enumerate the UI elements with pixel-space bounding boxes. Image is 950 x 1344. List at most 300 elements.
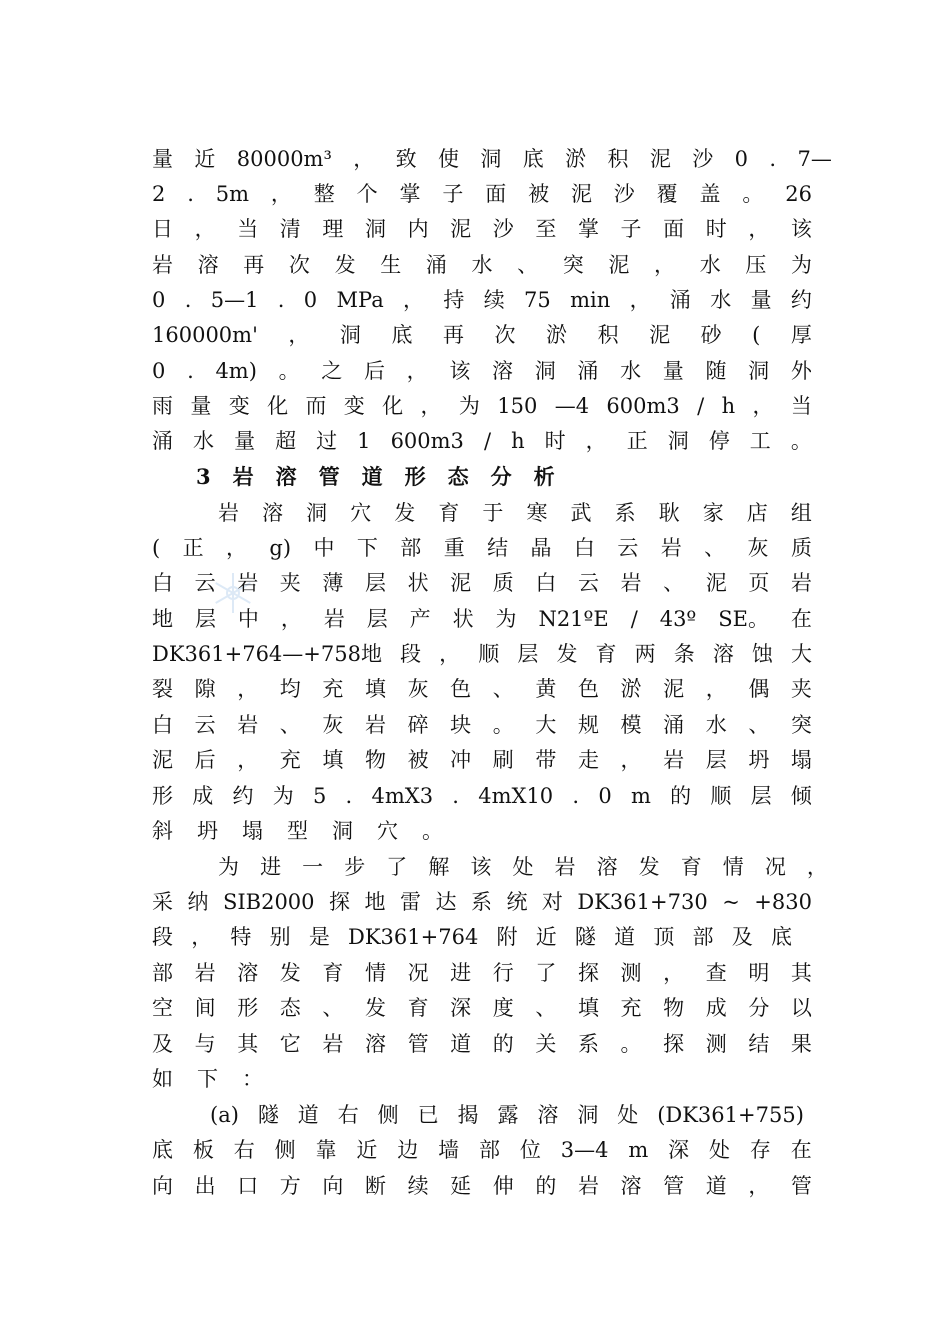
text-token: 右 — [233, 1138, 255, 1162]
text-token: 条 — [673, 642, 695, 666]
text-token: 4m) — [215, 359, 257, 383]
text-token: (DK361+755) — [657, 1103, 804, 1127]
text-token: 隙 — [194, 677, 216, 701]
text-line — [210, 1100, 804, 1130]
text-token: 被 — [528, 182, 550, 206]
text-token: 与 — [194, 1032, 216, 1056]
text-token: 空 — [152, 996, 173, 1020]
text-token: 管 — [663, 1174, 685, 1198]
text-token: 家 — [702, 501, 724, 525]
text-token: 涌 — [669, 288, 691, 312]
text-token: 夹 — [790, 677, 812, 701]
text-token: 成 — [192, 784, 214, 808]
text-token: 溶 — [537, 1103, 559, 1127]
text-token: 、 — [322, 996, 344, 1020]
text-token: ， — [406, 359, 428, 383]
text-token: —4 — [554, 394, 590, 418]
text-token: 涌 — [663, 713, 685, 737]
text-token: 刷 — [492, 748, 514, 772]
text-token: 质 — [790, 536, 812, 560]
text-token: 页 — [748, 571, 770, 595]
text-token: 冲 — [450, 748, 472, 772]
text-token: 溶 — [262, 501, 284, 525]
text-token: 填 — [577, 996, 599, 1020]
text-token: 岩 — [152, 253, 173, 277]
text-token: 发 — [279, 961, 301, 985]
text-token: 量 — [662, 359, 684, 383]
text-token: 充 — [620, 996, 642, 1020]
text-token: 、 — [704, 536, 726, 560]
text-token: 泥 — [152, 748, 173, 772]
text-token: 涌 — [577, 359, 599, 383]
text-line — [152, 214, 812, 244]
text-line — [152, 1135, 812, 1165]
text-token: ， — [237, 748, 259, 772]
text-token: 约 — [790, 288, 812, 312]
text-token: 沙 — [613, 182, 635, 206]
text-token: 处 — [512, 855, 534, 879]
text-token: 0 — [598, 784, 612, 808]
text-token: 日 — [152, 217, 173, 241]
text-token: 使 — [438, 147, 460, 171]
text-token: 态 — [279, 996, 301, 1020]
text-token: 次 — [288, 253, 310, 277]
text-token: 发 — [556, 642, 578, 666]
text-token: 近 — [194, 147, 216, 171]
text-token: 行 — [492, 961, 514, 985]
text-token: ， — [654, 253, 676, 277]
text-token: 、 — [517, 253, 539, 277]
text-token: 化 — [267, 394, 289, 418]
text-token: 及 — [152, 1032, 173, 1056]
text-token: 理 — [322, 217, 344, 241]
text-token: 伸 — [492, 1174, 514, 1198]
text-token: 斜 — [152, 819, 173, 843]
text-token: 子 — [620, 217, 642, 241]
text-token: 顶 — [653, 925, 675, 949]
text-line — [152, 639, 812, 669]
text-token: 岩 — [364, 713, 386, 737]
text-token: 晶 — [530, 536, 552, 560]
text-token: . — [187, 359, 194, 383]
text-token: 次 — [494, 323, 516, 347]
text-token: 探 — [577, 961, 599, 985]
text-token: 状 — [407, 571, 429, 595]
text-token: 后 — [194, 748, 216, 772]
text-token: 侧 — [274, 1138, 296, 1162]
text-token: ， — [270, 182, 292, 206]
text-token: 洞 — [534, 359, 556, 383]
text-token: 。 — [790, 429, 812, 453]
text-token: 达 — [435, 890, 457, 914]
text-token: 为 — [272, 784, 294, 808]
text-token: m — [628, 1138, 649, 1162]
text-line — [152, 1029, 812, 1059]
text-token: . — [277, 288, 285, 312]
text-token: 带 — [535, 748, 557, 772]
text-token: 在 — [790, 607, 812, 631]
text-token: 清 — [279, 217, 301, 241]
text-token: 3 — [196, 464, 211, 489]
text-token: 溶 — [492, 359, 514, 383]
text-token: 泥 — [570, 182, 592, 206]
text-token: 隧 — [257, 1103, 279, 1127]
text-token: 地 — [152, 607, 173, 631]
text-line — [152, 320, 812, 350]
text-token: 云 — [617, 536, 639, 560]
text-token: 管 — [790, 1174, 812, 1198]
text-token: 下 — [197, 1067, 218, 1091]
text-token: 道 — [297, 1103, 319, 1127]
text-token: 泥 — [649, 323, 671, 347]
text-token: 0 — [152, 288, 166, 312]
text-token: 深 — [450, 996, 472, 1020]
text-token: 、 — [279, 713, 301, 737]
text-token: 洞 — [577, 1103, 599, 1127]
text-token: 裂 — [152, 677, 173, 701]
text-token: 产 — [409, 607, 431, 631]
text-token: 态 — [447, 464, 469, 489]
text-token: 时 — [544, 429, 566, 453]
text-token: 出 — [194, 1174, 216, 1198]
text-token: 耿 — [658, 501, 680, 525]
text-token: 内 — [407, 217, 429, 241]
text-token: 溶 — [275, 464, 297, 489]
text-token: 。 — [278, 359, 300, 383]
text-token: ， — [191, 925, 213, 949]
text-token: 度 — [492, 996, 514, 1020]
text-token: 水 — [710, 288, 732, 312]
text-token: 灰 — [322, 713, 344, 737]
text-token: 步 — [344, 855, 366, 879]
text-token: h — [721, 394, 736, 418]
text-token: 两 — [634, 642, 656, 666]
text-token: 雷 — [399, 890, 421, 914]
text-token: m — [630, 784, 651, 808]
text-token: 断 — [364, 1174, 386, 1198]
text-token: 白 — [152, 713, 173, 737]
text-token: 当 — [237, 217, 259, 241]
text-token: 向 — [152, 1174, 173, 1198]
text-token: 纳 — [187, 890, 209, 914]
text-token: 溶 — [197, 253, 219, 277]
text-token: 倾 — [790, 784, 812, 808]
text-token: 变 — [343, 394, 365, 418]
text-token: 坍 — [197, 819, 218, 843]
text-token: 为 — [790, 253, 812, 277]
text-token: 量 — [750, 288, 772, 312]
text-token: 溶 — [620, 1174, 642, 1198]
text-token: 3—4 — [560, 1138, 609, 1162]
text-token: 、 — [748, 713, 770, 737]
text-token: 洞 — [364, 217, 386, 241]
text-token: 水 — [705, 713, 727, 737]
text-token: 育 — [595, 642, 617, 666]
text-token: 育 — [322, 961, 344, 985]
text-token: 淤 — [565, 147, 587, 171]
text-token: 再 — [243, 253, 265, 277]
text-token: 至 — [535, 217, 557, 241]
text-token: 管 — [407, 1032, 429, 1056]
text-token: 积 — [607, 147, 629, 171]
text-token: 系 — [577, 1032, 599, 1056]
text-token: 泥 — [705, 571, 727, 595]
text-token: 块 — [450, 713, 472, 737]
text-token: 明 — [748, 961, 770, 985]
text-line — [152, 179, 812, 209]
text-token: 被 — [407, 748, 429, 772]
text-token: 间 — [194, 996, 216, 1020]
text-token: 层 — [517, 642, 539, 666]
text-token: 岩 — [237, 713, 259, 737]
text-token: . — [769, 147, 777, 171]
text-token: 溶 — [596, 855, 618, 879]
text-token: 重 — [443, 536, 465, 560]
text-token: 泥 — [649, 147, 671, 171]
text-token: ( — [152, 536, 161, 560]
text-token: ， — [748, 217, 770, 241]
section-heading — [196, 462, 555, 492]
text-token: 化 — [382, 394, 404, 418]
text-token: SIB2000 — [222, 890, 315, 914]
text-token: 结 — [487, 536, 509, 560]
text-token: 关 — [535, 1032, 557, 1056]
text-line — [152, 745, 812, 775]
text-token: 而 — [305, 394, 327, 418]
text-token: 0 — [734, 147, 749, 171]
text-token: 如 — [152, 1067, 173, 1091]
text-token: 近 — [535, 925, 557, 949]
text-token: 析 — [533, 464, 555, 489]
text-token: 解 — [428, 855, 450, 879]
text-token: 该 — [790, 217, 812, 241]
text-token: 物 — [364, 748, 386, 772]
text-token: 育 — [438, 501, 460, 525]
text-token: ， — [663, 961, 685, 985]
text-token: 地 — [364, 890, 386, 914]
text-token: 侧 — [377, 1103, 399, 1127]
text-token: 0 — [303, 288, 318, 312]
text-token: 偶 — [748, 677, 770, 701]
text-token: 厚 — [790, 323, 812, 347]
text-token: 之 — [321, 359, 343, 383]
text-token: 店 — [746, 501, 768, 525]
text-token: min — [570, 288, 611, 312]
text-token: 为 — [218, 855, 239, 879]
text-token: 道 — [361, 464, 383, 489]
text-token: 淤 — [620, 677, 642, 701]
text-token: 。 — [492, 713, 514, 737]
text-token: 致 — [395, 147, 417, 171]
text-token: 岩 — [790, 571, 812, 595]
text-token: 部 — [479, 1138, 500, 1162]
text-token: / — [483, 429, 492, 453]
text-token: 、 — [535, 996, 557, 1020]
text-token: 它 — [279, 1032, 301, 1056]
text-token: 150 — [497, 394, 538, 418]
text-token: 型 — [287, 819, 308, 843]
text-token: 育 — [680, 855, 702, 879]
text-token: 水 — [471, 253, 493, 277]
text-token: ， — [226, 536, 248, 560]
text-token: 续 — [407, 1174, 429, 1198]
text-token: 是 — [308, 925, 330, 949]
text-token: 外 — [790, 359, 812, 383]
text-token: 43º — [659, 607, 697, 631]
text-token: 填 — [364, 677, 386, 701]
text-line — [152, 604, 812, 634]
text-token: 顺 — [710, 784, 732, 808]
text-token: 探 — [329, 890, 351, 914]
text-token: 揭 — [457, 1103, 479, 1127]
text-token: 黄 — [535, 677, 557, 701]
text-token: 5—1 — [210, 288, 259, 312]
text-token: 在 — [790, 1138, 812, 1162]
text-token: 、 — [492, 677, 514, 701]
text-token: ， — [288, 323, 310, 347]
text-token: 云 — [577, 571, 599, 595]
text-token: 泥 — [608, 253, 630, 277]
text-token: 其 — [237, 1032, 259, 1056]
text-line — [152, 710, 812, 740]
text-token: 况 — [764, 855, 786, 879]
text-token: 露 — [497, 1103, 519, 1127]
text-line — [218, 498, 812, 528]
text-token: 水 — [193, 429, 215, 453]
text-token: 量 — [190, 394, 212, 418]
text-token: 岩 — [620, 571, 642, 595]
text-token: 5 — [312, 784, 327, 808]
text-token: . — [452, 784, 459, 808]
text-token: 部 — [400, 536, 422, 560]
text-token: 中 — [313, 536, 335, 560]
text-token: 延 — [450, 1174, 472, 1198]
text-token: 覆 — [656, 182, 678, 206]
text-token: +830 — [754, 890, 812, 914]
text-line — [152, 887, 812, 917]
text-token: 岩 — [194, 961, 216, 985]
text-token: 情 — [364, 961, 386, 985]
text-token: 白 — [573, 536, 595, 560]
text-token: ( — [752, 323, 761, 347]
text-token: 道 — [705, 1174, 727, 1198]
text-token: 层 — [194, 607, 216, 631]
text-token: ， — [585, 429, 607, 453]
text-token: 特 — [230, 925, 252, 949]
text-token: 层 — [366, 607, 388, 631]
text-token: 的 — [492, 1032, 514, 1056]
text-token: 岩 — [660, 536, 682, 560]
text-token: 涌 — [152, 429, 173, 453]
text-token: 泥 — [450, 571, 472, 595]
text-line — [152, 568, 812, 598]
text-token: 白 — [152, 571, 173, 595]
text-token: 充 — [322, 677, 344, 701]
text-token: 于 — [482, 501, 504, 525]
text-token: 160000m' — [152, 323, 258, 347]
text-token: 充 — [279, 748, 301, 772]
text-token: 洞 — [332, 819, 353, 843]
text-token: 底 — [152, 1138, 173, 1162]
text-token: 方 — [279, 1174, 301, 1198]
text-token: 均 — [279, 677, 301, 701]
text-token: 灰 — [407, 677, 429, 701]
text-token: 物 — [663, 996, 685, 1020]
text-token: 别 — [269, 925, 291, 949]
text-token: 查 — [705, 961, 727, 985]
text-token: 分 — [490, 464, 512, 489]
text-token: 沙 — [692, 147, 714, 171]
text-token: 道 — [450, 1032, 472, 1056]
text-token: 7— — [797, 147, 832, 171]
text-token: 岩 — [554, 855, 576, 879]
text-token: 了 — [386, 855, 408, 879]
text-token: 掌 — [577, 217, 599, 241]
text-line — [218, 852, 828, 882]
text-token: 穴 — [350, 501, 372, 525]
text-token: 测 — [705, 1032, 727, 1056]
text-token: 向 — [322, 1174, 344, 1198]
text-token: 况 — [407, 961, 429, 985]
text-token: 道 — [614, 925, 636, 949]
text-token: 系 — [614, 501, 636, 525]
text-token: 采 — [152, 890, 173, 914]
text-line — [152, 993, 812, 1023]
text-token: 压 — [745, 253, 767, 277]
text-token: 色 — [577, 677, 599, 701]
text-token: 发 — [394, 501, 416, 525]
text-token: 情 — [722, 855, 744, 879]
text-token: 面 — [663, 217, 685, 241]
text-token: 其 — [790, 961, 812, 985]
text-token: 4mX3 — [371, 784, 434, 808]
text-token: 变 — [228, 394, 250, 418]
text-token: 淤 — [546, 323, 568, 347]
text-token: 突 — [562, 253, 584, 277]
text-token: 砂 — [700, 323, 722, 347]
text-token: 大 — [791, 642, 812, 666]
text-token: 系 — [470, 890, 492, 914]
text-token: DK361+730 — [577, 890, 708, 914]
text-token: 岩 — [577, 1174, 599, 1198]
text-token: 塌 — [790, 748, 812, 772]
text-token: . — [184, 288, 192, 312]
text-token: 形 — [404, 464, 426, 489]
text-token: 4mX10 — [478, 784, 554, 808]
text-token: 。 — [422, 819, 443, 843]
text-token: 2 — [152, 182, 166, 206]
text-token: 穴 — [377, 819, 398, 843]
text-line — [152, 285, 812, 315]
text-token: 泥 — [663, 677, 685, 701]
text-token: 再 — [442, 323, 464, 347]
text-token: 该 — [470, 855, 492, 879]
text-token: 超 — [275, 429, 297, 453]
text-token: 夹 — [279, 571, 301, 595]
text-token: 600m3 — [390, 429, 464, 453]
text-token: 分 — [748, 996, 770, 1020]
text-token: 0 — [152, 359, 166, 383]
text-token: 续 — [483, 288, 505, 312]
text-token: ~ — [722, 890, 740, 914]
text-token: 停 — [708, 429, 730, 453]
text-token: 生 — [380, 253, 402, 277]
text-token: 了 — [535, 961, 557, 985]
text-token: 口 — [237, 1174, 259, 1198]
text-line — [152, 1171, 812, 1201]
text-token: 对 — [541, 890, 563, 914]
text-token: 时 — [705, 217, 727, 241]
